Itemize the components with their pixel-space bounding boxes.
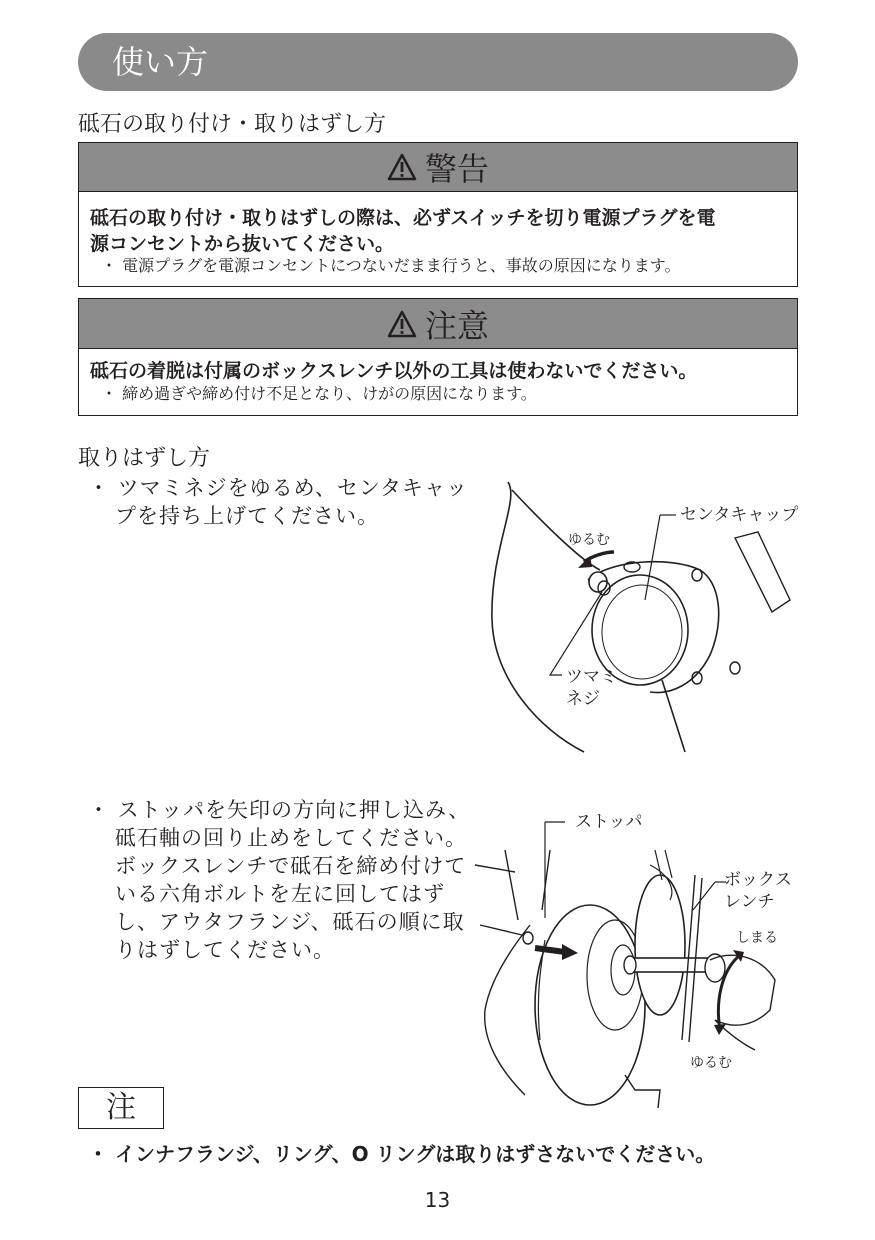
warning-box (78, 142, 798, 287)
warning-heading-text: 警告 (424, 150, 489, 188)
step2-line2: 砥石軸の回り止めをしてください。 (115, 826, 467, 850)
note-text: ・ インナフランジ、リング、O リングは取りはずさないでください。 (88, 1142, 716, 1166)
caution-note: ・ 締め過ぎや締め付け不足となり、けがの原因になります。 (101, 384, 537, 403)
label-loosen-1: ゆるむ (568, 532, 610, 548)
label-knob-screw-1: ツマミ (566, 667, 617, 687)
caution-heading-text: 注意 (424, 306, 489, 345)
label-box-wrench-2: レンチ (724, 892, 775, 912)
step2-line3: ボックスレンチで砥石を締め付けて (115, 854, 467, 878)
section-title: 砥石の取り付け・取りはずし方 (78, 112, 387, 137)
label-center-cap: センタキャップ (680, 505, 799, 525)
caution-box (78, 298, 798, 416)
label-loosen-2: ゆるむ (690, 1055, 732, 1071)
step2-line4: いる六角ボルトを左に回してはず (115, 882, 445, 906)
warning-heading (79, 143, 797, 192)
label-knob-screw-2: ネジ (566, 689, 600, 709)
label-stopper: ストッパ (575, 812, 643, 832)
warning-text-line2: 源コンセントから抜いてください。 (90, 233, 395, 255)
caution-heading (79, 299, 797, 349)
label-box-wrench-1: ボックス (724, 870, 792, 890)
label-tighten: しまる (736, 930, 778, 946)
warning-text-line1: 砥石の取り付け・取りはずしの際は、必ずスイッチを切り電源プラグを電 (90, 207, 716, 229)
step2-line1: ・ ストッパを矢印の方向に押し込み、 (88, 798, 471, 822)
step2-line5: し、アウタフランジ、砥石の順に取 (115, 910, 465, 934)
step2-line6: りはずしてください。 (115, 938, 335, 962)
removal-title: 取りはずし方 (78, 446, 211, 471)
step1-line2: プを持ち上げてください。 (115, 504, 379, 528)
figure-grindstone-removal (470, 810, 810, 1110)
caution-triangle-icon (387, 310, 417, 338)
page-number: 13 (424, 1188, 451, 1212)
warning-note: ・ 電源プラグを電源コンセントにつないだまま行うと、事故の原因になります。 (101, 256, 681, 275)
warning-triangle-icon (387, 153, 417, 181)
page-title: 使い方 (112, 43, 209, 81)
note-label-box: 注 (78, 1087, 164, 1129)
caution-text: 砥石の着脱は付属のボックスレンチ以外の工具は使わないでください。 (90, 360, 698, 382)
step1-line1: ・ ツマミネジをゆるめ、センタキャッ (88, 476, 468, 500)
